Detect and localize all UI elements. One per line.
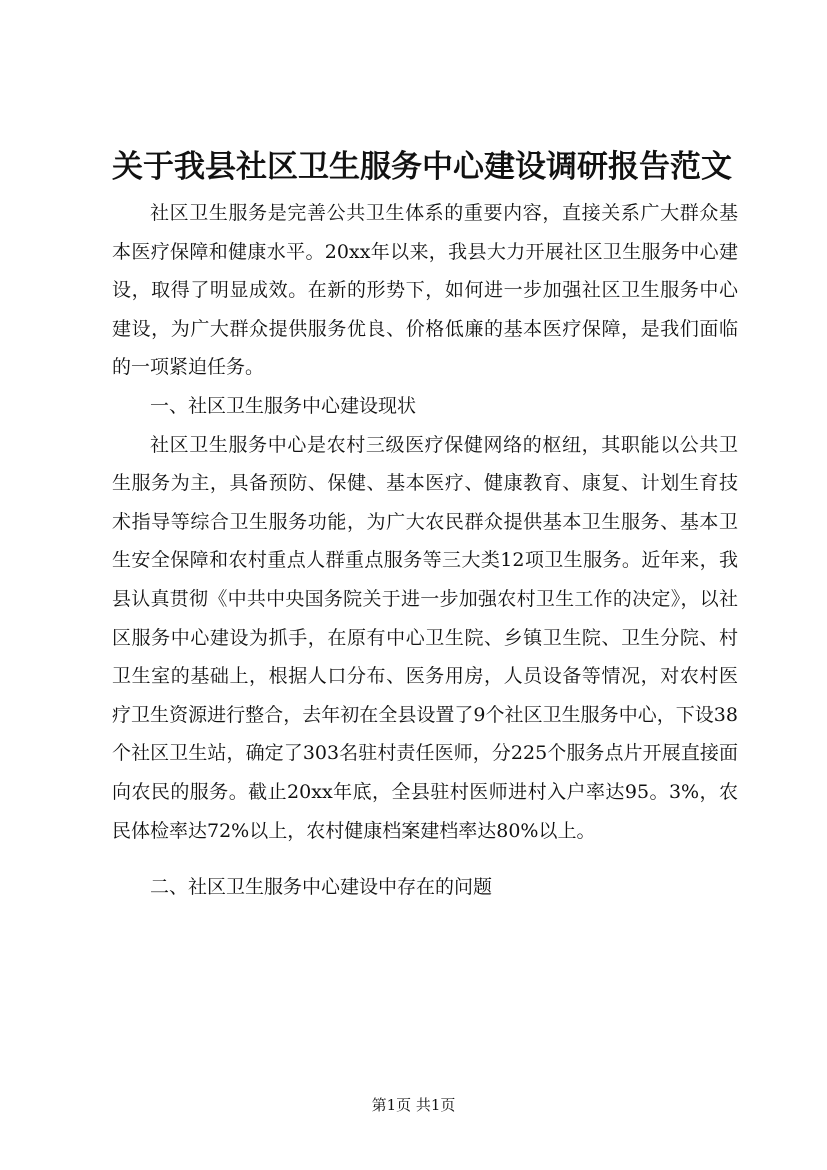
document-body xyxy=(112,194,738,907)
section-heading-problems: 二、社区卫生服务中心建设中存在的问题 xyxy=(150,876,493,899)
page-footer: 第1页 共1页 xyxy=(371,1096,456,1114)
document-title: 关于我县社区卫生服务中心建设调研报告范文 xyxy=(112,149,732,185)
section-heading-status: 一、社区卫生服务中心建设现状 xyxy=(150,394,417,417)
paragraph-status: 社区卫生服务中心是农村三级医疗保健网络的枢纽，其职能以公共卫生服务为主，具备预防、保健、基本医疗、健康教育、康复、计划生育技术指导等综合卫生服务功能，为广大农民群众提供基本卫生服务、基本卫生安全保障和农村重点人群重点服务等三大类12项卫生服务。近年来，我县认真贯彻《中共中央国务院关于进一步加强农村卫生工作的决定》，以社区服务中心建设为抓手，在原有中心卫生院、乡镇卫生院、卫生分院、村卫生室的基础上，根据人口分布、医务用房，人员设备等情况，对农村医疗卫生资源进行整合，去年初在全县设置了9个社区卫生服务中心，下设38个社区卫生站，确定了303名驻村责任医师，分225个服务点片开展直接面向农民的服务。截止20xx年底，全县驻村医师进村入户率达95。3%，农民体检率达72%以上，农村健康档案建档率达80%以上。 xyxy=(112,433,738,842)
paragraph-intro: 社区卫生服务是完善公共卫生体系的重要内容，直接关系广大群众基本医疗保障和健康水平。20xx年以来，我县大力开展社区卫生服务中心建设，取得了明显成效。在新的形势下，如何进一步加强社区卫生服务中心建设，为广大群众提供服务优良、价格低廉的基本医疗保障，是我们面临的一项紧迫任务。 xyxy=(112,202,738,379)
